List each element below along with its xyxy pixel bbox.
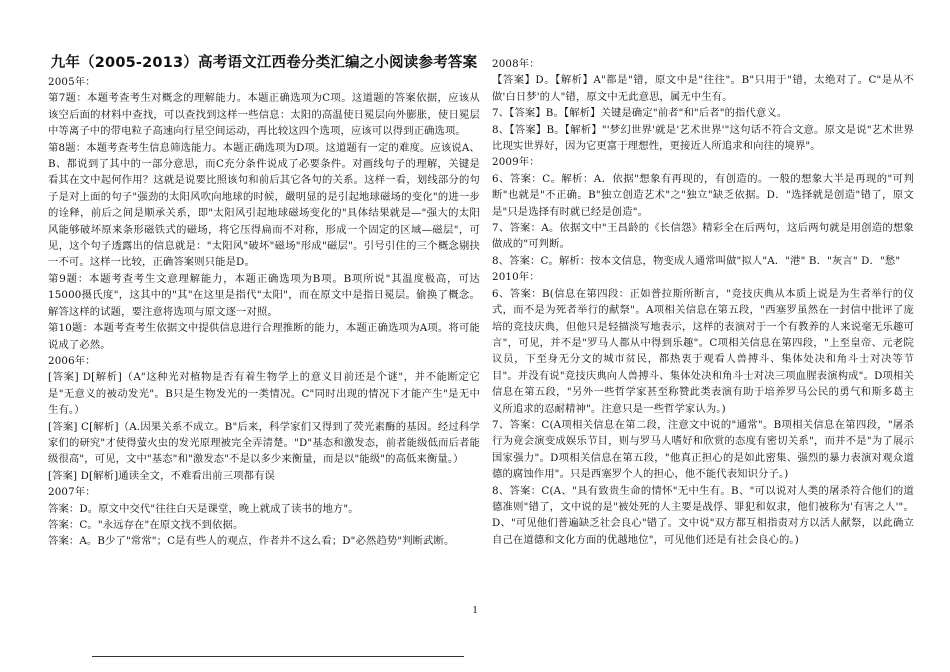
answer-paragraph: 6、答案：B(信息在第四段：正如普拉斯所断言，"竞技庆典从本质上说是为生者举行的仪式，而不是为死者举行的献祭"。A项相关信息在第五段，"西塞罗虽然在一封信中批评了庞培的竞技庆典，但他只是轻描淡写地表示，这样的表演对于一个有教养的人来说毫无乐趣可言"，可见，并不是"罗马人都从中得到乐趣"。C项相关信息在第四段，"上至皇帝、元老院议员，下至身无分文的城市贫民，都热衷于观看人兽搏斗、集体处决和角斗士对决等节目"。并没有说"竞技庆典向人兽搏斗、集体处决和角斗士对决三项血腥表演构成"。D项相关信息在第五段，"另外一些哲学家甚至称赞此类表演有助于培养罗马公民的勇气和斯多葛主义所追求的忍耐精神"。注意只是一些哲学家认为。) <box>492 287 914 415</box>
answer-paragraph: 6、答案：C。解析：A．依据"想象有再现的，有创造的。一般的想象大半是再现的"可判断"也就是"不正确。B"独立创造艺术"之"独立"缺乏依据。D．"选择就是创造"错了，原文是"只是选择有时就已经是创造"。 <box>492 172 914 218</box>
answer-paragraph: 7、答案：C(A项相关信息在第二段，注意文中说的"通常"。B项相关信息在第四段，"屠杀行为竟会演变成娱乐节目，则与罗马人嗜好和欣赏的态度有密切关系"，而并不是"为了展示国家强力"。D项相关信息在第五段，"他真正担心的是如此密集、强烈的暴力表演对观众道德的腐蚀作用"。只是西塞罗个人的担心，他不能代表知识分子。) <box>492 418 914 481</box>
answer-paragraph: 答案：A。B少了"常常"；C是有些人的观点，作者并不这么看；D"必然趋势"判断武断。 <box>48 535 455 548</box>
answer-paragraph: 第7题：本题考查考生对概念的理解能力。本题正确选项为C项。这道题的答案依据，应该从该空后面的材料中查找，可以查找到这样一些信息：太阳的高温使日冕层向外膨胀，使日冕层中等离子中的带电粒子高速向行星空间运动，再比较这四个选项，应该可以得到正确选项。 <box>48 92 480 138</box>
answer-paragraph: 8、答案：C。解析：按本文信息，物变成人通常叫做"拟人"A．"港" B．"灰言" D．"愁" <box>492 254 901 267</box>
section-heading-2008: 2008年： <box>492 58 540 70</box>
section-heading-2009: 2009年： <box>492 156 540 169</box>
section-heading-2007: 2007年： <box>48 486 96 499</box>
right-column <box>492 0 914 548</box>
answer-paragraph: 第9题：本题考查考生文意理解能力，本题正确选项为B项。B项所说"其温度极高，可达15000摄氏度"，这其中的"其"在这里是指代"太阳"，而在原文中是指日冕层。偷换了概念。解答这样的试题，要注意将选项与原文逐一对照。 <box>48 272 480 318</box>
answer-paragraph: [答案] D[解析]通读全文，不难看出前三项都有误 <box>48 469 275 482</box>
section-heading-2006: 2006年： <box>48 354 96 367</box>
left-column <box>48 0 480 550</box>
page-number: 1 <box>472 604 478 616</box>
answer-paragraph: 7、答案：A。依据文中"王昌龄的《长信怨》精彩全在后两句，这后两句就是用创造的想象做成的"可判断。 <box>492 222 914 251</box>
answer-paragraph: 8、【答案】B。【解析】"'梦幻世界'就是'艺术世界'"这句话不符合文意。原文是说"艺术世界比现实世界好，因为它更富于理想性，更接近人所追求和向往的境界"。 <box>492 123 914 153</box>
answer-paragraph: 【答案】D。【解析】A"都是"错，原文中是"往往"。B"只用于"错，太绝对了。C"是从不做'白日梦'的人"错，原文中无此意思，属无中生有。 <box>492 74 914 103</box>
answer-paragraph: [答案] D[解析]（A"这种光对植物是否有着生物学上的意义目前还是个谜"，并不能断定它是"无意义的被动发光"。B只是生物发光的一类情况。C"同时出现的情况下才能产生"是无中生有。） <box>48 371 480 417</box>
answer-paragraph: [答案] C[解析]（A.因果关系不成立。B"后来，科学家们又得到了荧光素酶的基因。经过科学家们的研究"才使得萤火虫的发光原理被完全弄清楚。"D"基态和激发态，前者能级低而后者能级很高"，可见，文中"基态"和"激发态"不是以多少来衡量，而是以"能级"的高低来衡量。） <box>48 420 480 466</box>
document-title: 九年（2005-2013）高考语文江西卷分类汇编之小阅读参考答案 <box>50 55 478 71</box>
answer-paragraph: 第8题：本题考查考生信息筛选能力。本题正确选项为D项。这道题有一定的难度。应该说A、B、都说到了其中的一部分意思，而C充分条件说成了必要条件。对画线句子的理解，关键是看其在文中起何作用？这就是说要比照该句和前后其它各句的关系。这样一看，划线部分的句子是对上面的句子"强劲的太阳风吹向地球的时候，嚴明显的是引起地球磁场的变化"的进一步的诠释，前后之间是顺承关系，即"太阳风引起地球磁场变化的"具体结果就是—"强大的太阳风能够破坏原来条形磁铁式的磁场，将它压得扁而不对称，形成一个固定的区域—磁层"，可见，这个句子透露出的信息就是："太阳风"破坏"磁场"形成"磁层"。引号引住的三个概念剔抉一不可。这样一比较，正确答案则只能是D。 <box>48 141 480 269</box>
answer-paragraph: 答案：C。"永远存在"在原文找不到依据。 <box>48 518 244 531</box>
answer-paragraph: 7、【答案】B。【解析】关键是确定"前者"和"后者"的指代意义。 <box>492 107 788 120</box>
section-heading-2005: 2005年： <box>48 76 96 88</box>
answer-paragraph: 第10题：本题考查考生依据文中提供信息进行合理推断的能力，本题正确选项为A项。将可能说成了必然。 <box>48 322 480 351</box>
answer-paragraph: 8、答案：C(A、"具有致贵生命的情怀"无中生有。B、"可以说对人类的屠杀符合他们的道德准则"错了，文中说的是"被处死的人主要是战俘、罪犯和奴隶，他们被称为'有害之人'"。D、"可见他们普遍缺乏社会良心"错了。文中说"双方都互相指责对方以活人献祭，以此确立自己在道德和文化方面的优越地位"，可见他们还是有社会良心的。) <box>492 484 914 546</box>
footer-rule <box>92 656 464 657</box>
section-heading-2010: 2010年： <box>492 271 540 284</box>
answer-paragraph: 答案：D。原文中交代"往往白天是课堂，晚上就成了读书的地方"。 <box>48 502 359 515</box>
